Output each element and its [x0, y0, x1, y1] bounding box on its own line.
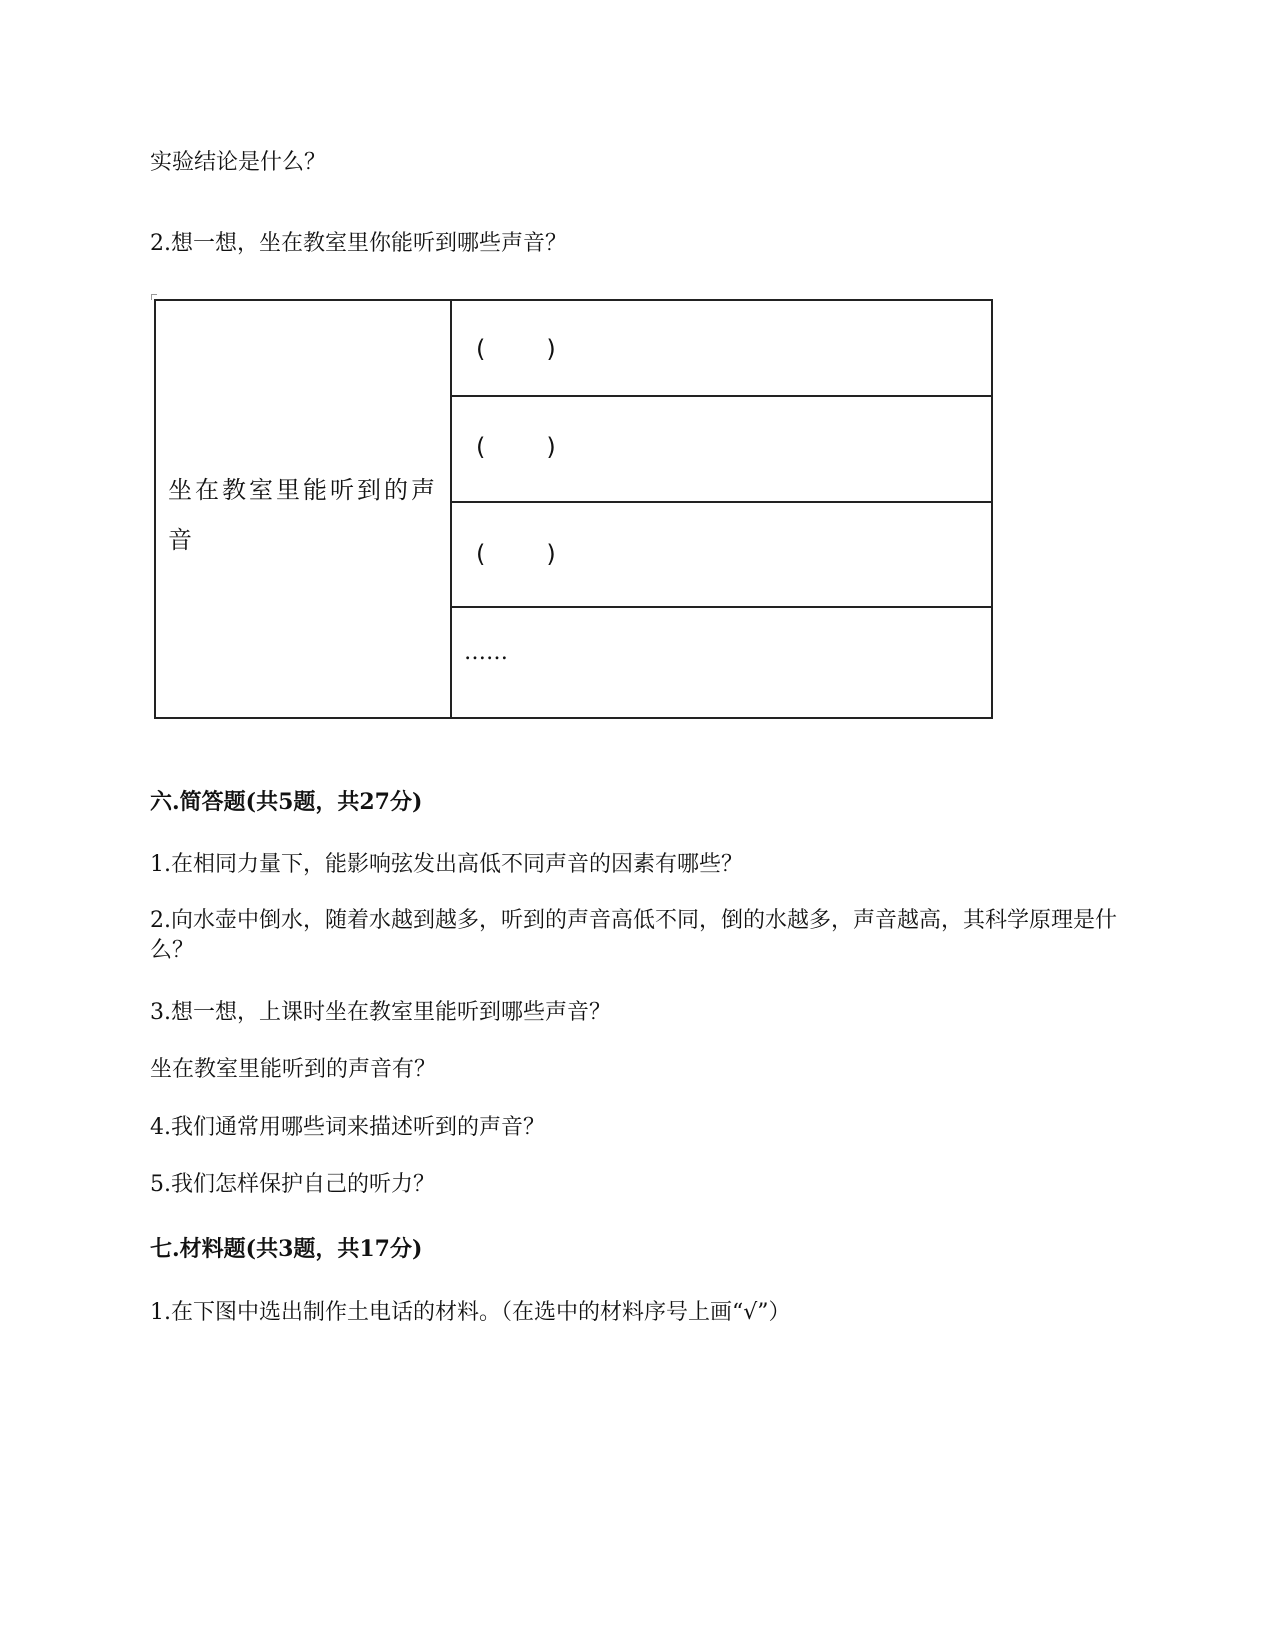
table-row: [452, 301, 991, 397]
table-blank-2: ( ): [476, 433, 556, 461]
table-left-label: 坐在教室里能听到的声音: [168, 476, 438, 554]
table-blank-3: ( ): [476, 540, 556, 568]
question-conclusion: 实验结论是什么？: [150, 150, 327, 175]
sounds-table: [154, 299, 993, 719]
material-q1: 1.在下图中选出制作土电话的材料。（在选中的材料序号上画“√”）: [150, 1300, 791, 1325]
short-answer-q5: 5.我们怎样保护自己的听力？: [150, 1172, 435, 1197]
question-2-classroom-sounds: 2.想一想，坐在教室里你能听到哪些声音？: [150, 231, 567, 256]
table-left-cell: [156, 301, 452, 717]
section-6-heading: 六.简答题(共5题，共27分): [150, 789, 423, 815]
section-7-heading: 七.材料题(共3题，共17分): [150, 1236, 423, 1262]
short-answer-q4: 4.我们通常用哪些词来描述听到的声音？: [150, 1115, 545, 1140]
table-blank-1: ( ): [476, 335, 556, 363]
table-row: [452, 397, 991, 503]
table-row: [452, 503, 991, 608]
short-answer-q3-sub: 坐在教室里能听到的声音有？: [150, 1057, 437, 1082]
short-answer-q1: 1.在相同力量下，能影响弦发出高低不同声音的因素有哪些？: [150, 852, 743, 877]
short-answer-q2: 2.向水壶中倒水，随着水越到越多，听到的声音高低不同，倒的水越多，声音越高，其科学原理是什么？: [150, 908, 1117, 963]
short-answer-q3: 3.想一想，上课时坐在教室里能听到哪些声音？: [150, 1000, 611, 1025]
table-row: [452, 608, 991, 717]
table-ellipsis: ……: [464, 640, 508, 665]
